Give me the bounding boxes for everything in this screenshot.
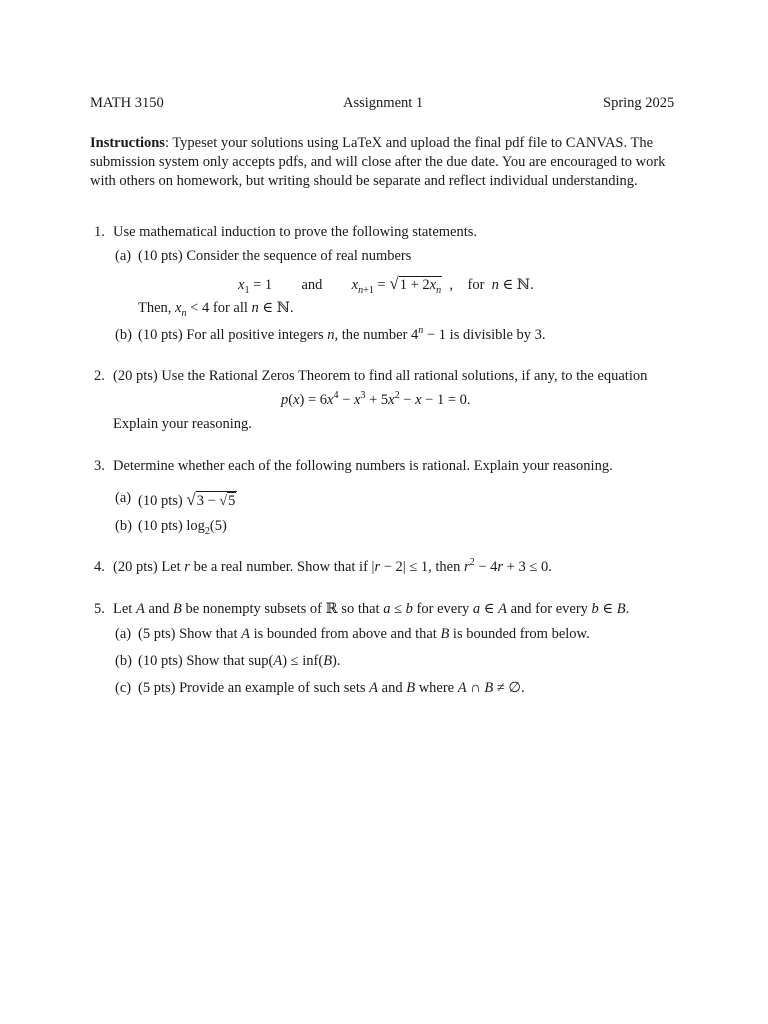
problem-1-number: 1.	[94, 224, 105, 240]
problem-1a-text: (10 pts) Consider the sequence of real numbers	[138, 248, 412, 264]
sqrt-1-plus-2xn: $√1 + 2x_n$	[389, 274, 442, 296]
problem-2-explain: Explain your reasoning.	[113, 416, 252, 432]
instructions-label: Instructions	[90, 135, 165, 151]
problem-1b-label: (b)	[115, 327, 132, 343]
problem-3a-label: (a)	[115, 490, 132, 506]
problem-2-number: 2.	[94, 368, 105, 384]
problem-5a-text: (5 pts) Show that A is bounded from above and that B is bounded from below.	[138, 626, 590, 642]
problem-3a-text: (10 pts) √3 − √5	[138, 490, 236, 509]
sqrt-3-minus-sqrt5: √3 − √5	[186, 490, 236, 509]
instructions-text: : Typeset your solutions using LaTeX and upload the final pdf file to CANVAS. The submission system only accepts pdfs, and will close after the due date. You are encouraged to work with others on homework, but writing should be separate and reflect individual understanding.	[90, 135, 666, 189]
problem-5b-text: (10 pts) Show that sup(A) ≤ inf(B).	[138, 653, 341, 669]
problem-2-text: (20 pts) Use the Rational Zeros Theorem to find all rational solutions, if any, to the equation	[113, 368, 648, 384]
problem-3b-text: (10 pts) $\log_2(5)$	[138, 518, 227, 537]
term: Spring 2025	[603, 95, 675, 111]
problem-2-equation: $p(x) = 6x^4 - x^3 + 5x^2 - x - 1 = 0$.	[281, 390, 471, 408]
problem-4-text: (20 pts) Let r be a real number. Show that if |r − 2| ≤ 1, then $r^2 - 4r + 3 \le 0$.	[113, 557, 552, 575]
eq-for: for	[467, 277, 485, 293]
eq-and: and	[301, 277, 323, 293]
problem-5a-label: (a)	[115, 626, 132, 642]
problem-5c-text: (5 pts) Provide an example of such sets A and B where A ∩ B ≠ ∅.	[138, 680, 525, 696]
assignment-title: Assignment 1	[343, 95, 424, 111]
problem-5b-label: (b)	[115, 653, 132, 669]
problem-3-text: Determine whether each of the following numbers is rational. Explain your reasoning.	[113, 458, 613, 474]
problem-1b-text: (10 pts) For all positive integers n, the number $4^n - 1$ is divisible by 3.	[138, 325, 546, 343]
problem-1a-equation: $x_1 = 1$ and $x_{n+1} = √1 + 2x_n$ , for n ∈ ℕ.	[238, 274, 534, 296]
problem-3-number: 3.	[94, 458, 105, 474]
problem-5-number: 5.	[94, 601, 105, 617]
problem-1-text: Use mathematical induction to prove the following statements.	[113, 224, 478, 240]
problem-5c-label: (c)	[115, 680, 132, 696]
problem-3b-label: (b)	[115, 518, 132, 534]
instructions	[90, 134, 680, 191]
problem-4-number: 4.	[94, 559, 105, 575]
problem-1a-conclusion: Then, $x_n < 4$ for all n ∈ ℕ.	[138, 300, 294, 319]
problem-1a-label: (a)	[115, 248, 132, 264]
course-code: MATH 3150	[90, 95, 164, 111]
problem-5-text: Let A and B be nonempty subsets of ℝ so that a ≤ b for every a ∈ A and for every b ∈ B.	[113, 601, 630, 617]
